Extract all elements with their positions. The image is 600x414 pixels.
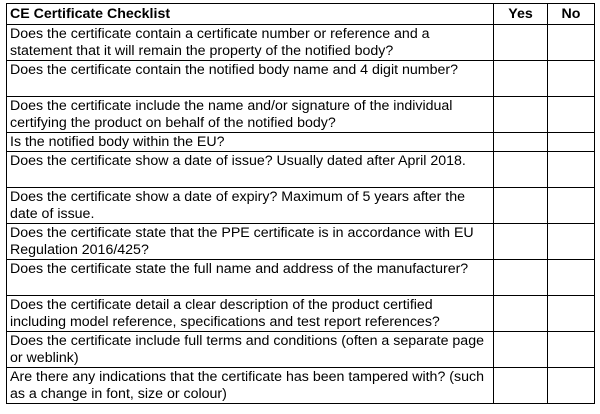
checklist-title-header: CE Certificate Checklist: [7, 4, 494, 25]
header-row: [7, 4, 595, 25]
yes-cell[interactable]: [494, 368, 548, 404]
yes-cell[interactable]: [494, 296, 548, 332]
table-row: [7, 188, 595, 224]
no-cell[interactable]: [548, 188, 595, 224]
question-cell: Does the certificate state that the PPE certificate is in accordance with EU Regulation 2016/425?: [7, 224, 494, 260]
yes-cell[interactable]: [494, 260, 548, 296]
question-cell: Does the certificate detail a clear description of the product certified including model reference, specifications and test report references?: [7, 296, 494, 332]
question-cell: Does the certificate include the name and/or signature of the individual certifying the product on behalf of the notified body?: [7, 97, 494, 133]
question-cell: Does the certificate contain a certificate number or reference and a statement that it will remain the property of the notified body?: [7, 25, 494, 61]
no-cell[interactable]: [548, 296, 595, 332]
question-cell: Is the notified body within the EU?: [7, 133, 494, 152]
table-row: [7, 224, 595, 260]
yes-cell[interactable]: [494, 188, 548, 224]
yes-cell[interactable]: [494, 332, 548, 368]
yes-cell[interactable]: [494, 97, 548, 133]
no-cell[interactable]: [548, 133, 595, 152]
table-row: [7, 25, 595, 61]
no-cell[interactable]: [548, 260, 595, 296]
question-cell: Does the certificate state the full name and address of the manufacturer?: [7, 260, 494, 296]
yes-cell[interactable]: [494, 25, 548, 61]
yes-cell[interactable]: [494, 152, 548, 188]
table-row: [7, 296, 595, 332]
ce-certificate-checklist-table: [6, 3, 595, 404]
yes-cell[interactable]: [494, 61, 548, 97]
question-cell: Does the certificate contain the notified body name and 4 digit number?: [7, 61, 494, 97]
table-row: [7, 133, 595, 152]
no-cell[interactable]: [548, 25, 595, 61]
question-cell: Does the certificate show a date of expiry? Maximum of 5 years after the date of issue.: [7, 188, 494, 224]
no-cell[interactable]: [548, 152, 595, 188]
yes-column-header: Yes: [494, 4, 548, 25]
question-cell: Does the certificate include full terms and conditions (often a separate page or weblink): [7, 332, 494, 368]
no-cell[interactable]: [548, 224, 595, 260]
yes-cell[interactable]: [494, 224, 548, 260]
table-row: [7, 332, 595, 368]
table-row: [7, 368, 595, 404]
table-row: [7, 61, 595, 97]
no-cell[interactable]: [548, 97, 595, 133]
table-row: [7, 152, 595, 188]
table-row: [7, 97, 595, 133]
question-cell: Does the certificate show a date of issue? Usually dated after April 2018.: [7, 152, 494, 188]
yes-cell[interactable]: [494, 133, 548, 152]
no-column-header: No: [548, 4, 595, 25]
no-cell[interactable]: [548, 368, 595, 404]
table-row: [7, 260, 595, 296]
no-cell[interactable]: [548, 332, 595, 368]
no-cell[interactable]: [548, 61, 595, 97]
question-cell: Are there any indications that the certificate has been tampered with? (such as a change in font, size or colour): [7, 368, 494, 404]
